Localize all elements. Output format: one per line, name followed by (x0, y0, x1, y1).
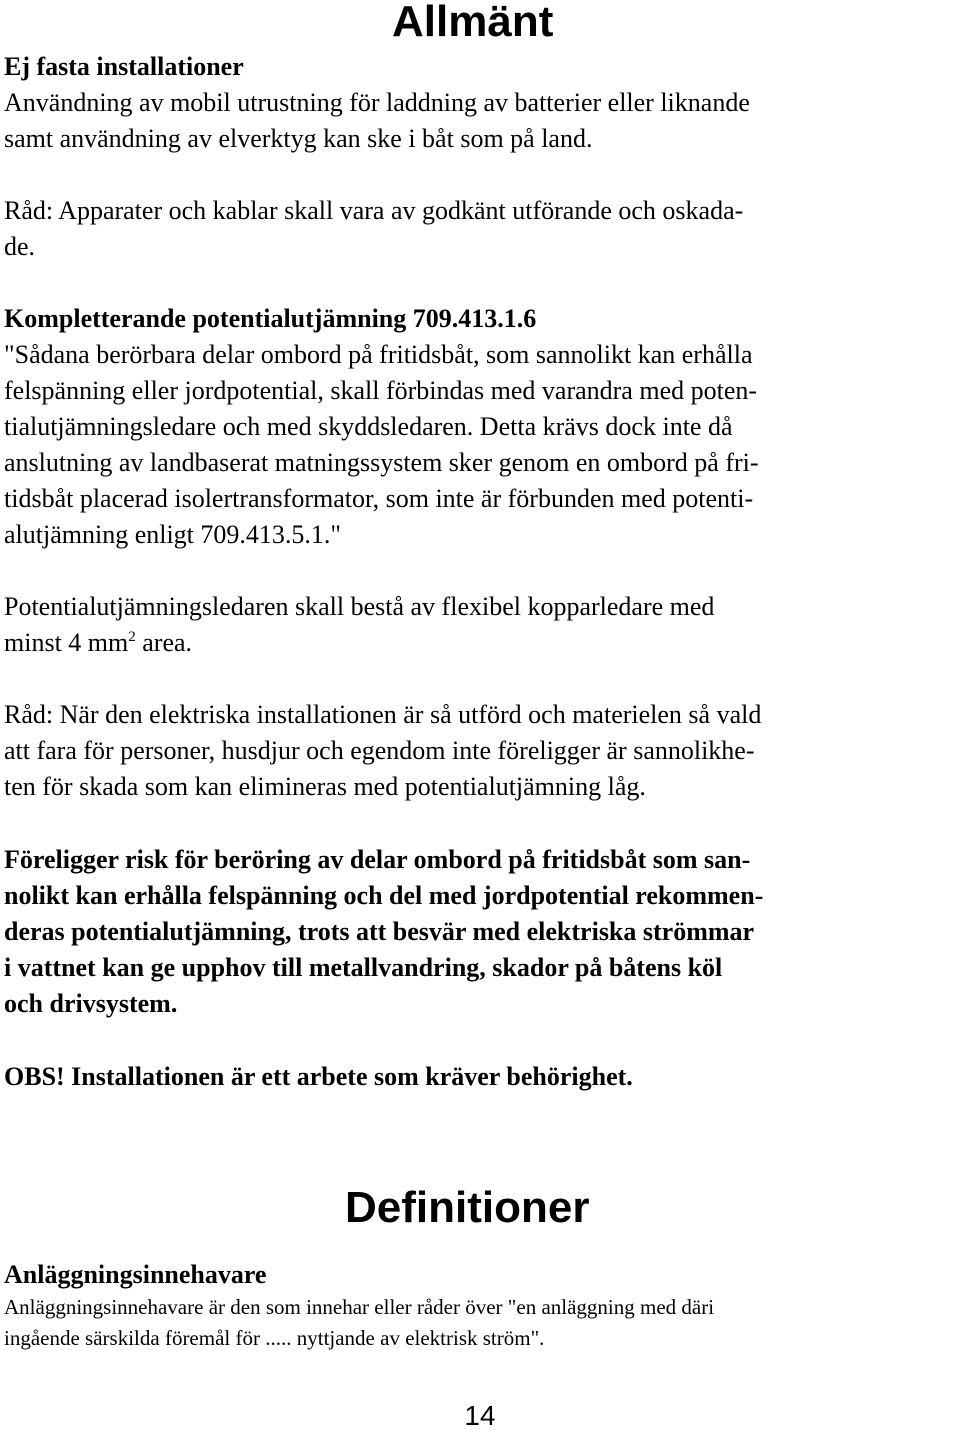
superscript-two: 2 (128, 629, 136, 645)
section-title-allmant: Allmänt (392, 0, 554, 46)
advice-line: Råd: Apparater och kablar skall vara av godkänt utförande och oskada- (4, 196, 744, 225)
warning-line: Föreligger risk för beröring av delar ombord på fritidsbåt som san- (4, 845, 751, 874)
quote-line: anslutning av landbaserat matningssystem sker genom en ombord på fri- (4, 448, 759, 477)
warning-line: deras potentialutjämning, trots att besvär med elektriska strömmar (4, 917, 755, 946)
warning-line: i vattnet kan ge upphov till metallvandring, skador på båtens köl (4, 953, 723, 982)
advice-line: ten för skada som kan elimineras med potentialutjämning låg. (4, 772, 646, 801)
conductor-area-suffix: area. (135, 628, 193, 657)
quote-line: tidsbåt placerad isolertransformator, som inte är förbunden med potenti- (4, 484, 754, 513)
paragraph-line: samt användning av elverktyg kan ske i båt som på land. (4, 124, 593, 153)
section-title-definitioner: Definitioner (345, 1183, 590, 1232)
definition-line: ingående särskilda föremål för ..... nyttjande av elektrisk ström". (4, 1326, 545, 1350)
conductor-area-line (4, 628, 192, 658)
warning-line: och drivsystem. (4, 989, 178, 1018)
heading-kompletterande-potentialutjamning: Kompletterande potentialutjämning 709.413.1.6 (4, 304, 537, 333)
quote-line: felspänning eller jordpotential, skall förbindas med varandra med poten- (4, 376, 758, 405)
page-number: 14 (464, 1400, 496, 1431)
advice-line: Råd: När den elektriska installationen är så utförd och materielen så vald (4, 700, 762, 729)
conductor-area-text: minst 4 mm (4, 628, 129, 657)
warning-line: nolikt kan erhålla felspänning och del med jordpotential rekommen- (4, 881, 764, 910)
quote-line: "Sådana berörbara delar ombord på fritidsbåt, som sannolikt kan erhålla (4, 340, 753, 369)
conductor-requirement-line: Potentialutjämningsledaren skall bestå av flexibel kopparledare med (4, 592, 715, 621)
paragraph-line: Användning av mobil utrustning för laddning av batterier eller liknande (4, 88, 750, 117)
obs-notice: OBS! Installationen är ett arbete som kräver behörighet. (4, 1062, 633, 1091)
quote-line: alutjämning enligt 709.413.5.1." (4, 520, 342, 549)
advice-line: att fara för personer, husdjur och egendom inte föreligger är sannolikhe- (4, 736, 755, 765)
heading-ej-fasta-installationer: Ej fasta installationer (4, 52, 244, 81)
heading-anlaggningsinnehavare: Anläggningsinnehavare (4, 1260, 267, 1289)
definition-line: Anläggningsinnehavare är den som innehar eller råder över "en anläggning med däri (4, 1295, 715, 1319)
advice-line: de. (4, 232, 36, 261)
quote-line: tialutjämningsledare och med skyddsledaren. Detta krävs dock inte då (4, 412, 733, 441)
